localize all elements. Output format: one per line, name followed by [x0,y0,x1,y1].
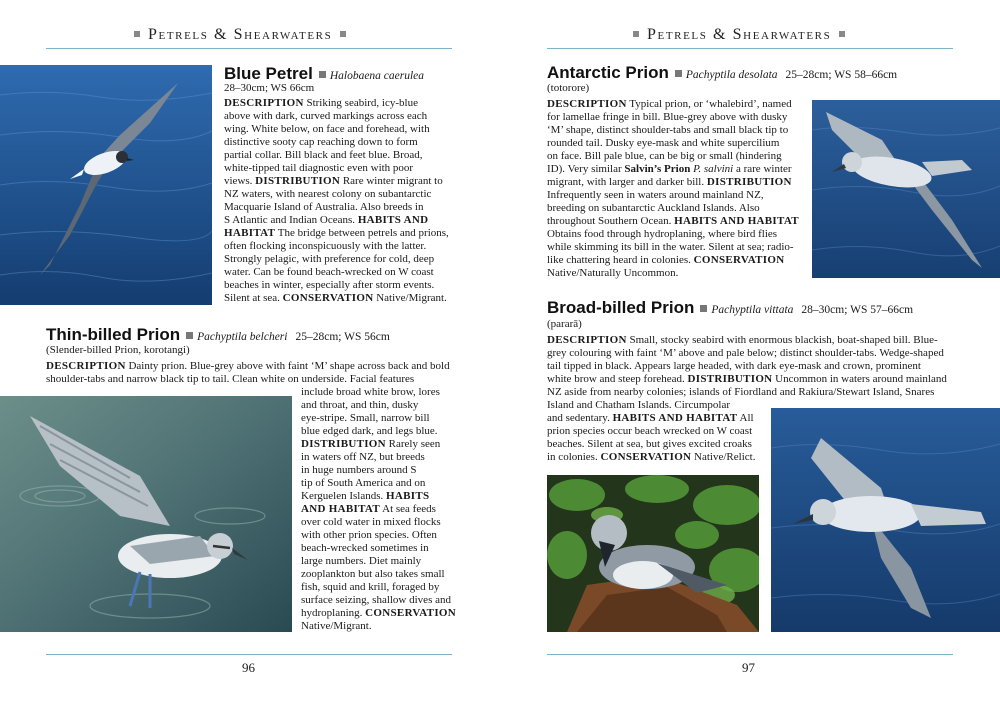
text-run: Native/Migrant. [373,292,447,304]
text-run: a rare winter [733,163,792,175]
text-line [547,386,934,399]
text-run: Macquarie Island of Australia. Also breeds in [224,201,424,213]
text-run: ID). Very similar [547,163,625,175]
species-name: Salvin’s Prion [624,163,691,175]
antarctic-prion-alt-names: (totorore) [547,82,590,94]
text-run: in colonies. [547,451,601,463]
text-run: rounded tail. Dusky eye-mask and white supercilium [547,137,780,149]
section-label: CONSERVATION [282,292,374,304]
section-label: DISTRIBUTION [706,176,792,188]
text-run: beach-wrecked sometimes in [301,542,429,554]
text-line [224,292,447,305]
text-line [301,451,425,464]
text-line [224,253,434,266]
text-run: Rarely seen [385,438,441,450]
text-line [224,240,426,253]
text-line [547,334,938,347]
text-run: Silent at sea. [224,292,283,304]
bullet-square-icon [186,332,193,339]
text-line [301,516,441,529]
text-line [547,137,779,150]
section-label: DISTRIBUTION [687,373,773,385]
text-line [224,162,413,175]
text-run: above with dark, curved markings across each [224,110,428,122]
section-label: DESCRIPTION [224,97,304,109]
measurements: 28–30cm; WS 57–66cm [801,304,914,316]
text-run: partial collar. Bill black and feet blue. Broad, [224,149,423,161]
scientific-name: P. salvini [693,163,734,175]
text-line [547,373,947,386]
text-run: throughout Southern Ocean. [547,215,675,227]
text-run: Island and Chatham Islands. Circumpolar [547,399,730,411]
text-line [301,568,445,581]
text-run: and throat, and thin, dusky [301,399,419,411]
text-run: blue edged dark, and legs blue. [301,425,438,437]
text-run: tip of South America and on [301,477,426,489]
text-line [547,254,784,267]
text-line [547,124,788,137]
text-line [547,111,787,124]
text-line [547,267,678,280]
page-number-left: 96 [242,660,255,675]
blue-petrel-flying-photo [0,65,212,305]
text-line [547,215,799,228]
text-run: Small, stocky seabird with enormous blackish, boat-shaped bill. Blue- [626,334,938,346]
broad-billed-prion-alt-names: (pararā) [547,318,582,330]
species-name: Broad-billed Prion [547,298,695,317]
measurements: 25–28cm; WS 56cm [295,331,390,343]
text-run: in huge numbers around S [301,464,417,476]
scientific-name: Pachyptila vittata [711,304,794,316]
text-line [224,123,430,136]
text-line [547,202,760,215]
text-line [224,201,423,214]
scientific-name: Halobaena caerulea [329,70,425,82]
text-run: zooplankton but also takes small [301,568,445,580]
text-run: ‘M’ shape, distinct shoulder-tabs and small black tip to [547,124,789,136]
text-run: for lamellae fringe in bill. Blue-grey above with dusky [547,111,788,123]
text-run: Native/Naturally Uncommon. [547,267,679,279]
text-run: surface seizing, shallow dives and [301,594,451,606]
text-run: grey colouring with faint ‘M’ above and pale below; distinct shoulder-tabs. Wedge-shaped [547,347,944,359]
text-run: and sedentary. [547,412,613,424]
antarctic-prion-flying-photo [812,100,1000,278]
text-run: Striking seabird, icy-blue [303,97,418,109]
text-line [301,477,425,490]
text-run: over cold water in mixed flocks [301,516,441,528]
bullet-square-icon [319,71,326,78]
text-run: Typical prion, or ‘whalebird’, named [626,98,792,110]
blue-petrel-measurements: 28–30cm; WS 66cm [224,82,315,94]
footer-rule-right [547,654,953,655]
text-run: while skimming its bill in the water. Silent at sea; radio- [547,241,794,253]
text-line [547,163,792,176]
thin-billed-prion-on-water-photo [0,396,292,632]
text-run: Strongly pelagic, with preference for cold, deep [224,253,435,265]
scientific-name: Pachyptila belcheri [197,331,288,343]
text-run: NZ waters, with nearest colony on subantarctic [224,188,432,200]
broad-billed-prion-heading [547,298,913,318]
text-run: hydroplaning. [301,607,366,619]
text-line [224,266,434,279]
text-line [224,97,418,110]
text-line [224,227,449,240]
text-run: breeding on subantarctic Auckland Islands. Also [547,202,760,214]
footer-rule-left [46,654,452,655]
text-run: Kerguelen Islands. [301,490,387,502]
text-line [547,228,777,241]
antarctic-prion-heading [547,63,897,83]
section-label: DESCRIPTION [46,360,126,372]
running-head-right: Petrels & Shearwaters [625,26,853,44]
text-run: white brow and steep forehead. [547,373,688,385]
section-label: HABITS AND [357,214,429,226]
text-run: beaches in winter, especially after storm events. [224,279,435,291]
section-label: HABITS AND HABITAT [674,215,799,227]
text-line [224,136,418,149]
text-line [301,529,437,542]
section-label: AND HABITAT [301,503,380,515]
text-line [547,412,754,425]
bullet-square-icon [340,31,346,37]
text-line [547,360,921,373]
thin-billed-prion-heading [46,325,390,345]
text-line [301,412,430,425]
header-rule-right [547,48,953,49]
text-line [46,373,414,386]
section-label: HABITS [386,490,430,502]
bullet-square-icon [675,70,682,77]
text-line [224,279,434,292]
text-line [301,542,429,555]
text-line [46,360,450,373]
text-line [301,490,429,503]
text-run: with other prion species. Often [301,529,437,541]
section-label: DESCRIPTION [547,334,627,346]
section-label: HABITAT [224,227,276,239]
section-label: HABITS AND HABITAT [612,412,738,424]
text-line [224,214,428,227]
text-run: Native/Relict. [691,451,756,463]
text-line [301,503,436,516]
text-run: large numbers. Diet mainly [301,555,422,567]
text-run: beaches. Silent at sea, but gives excited croaks [547,438,752,450]
text-run: Dainty prion. Blue-grey above with faint ‘M’ shape across back and bold [125,360,450,372]
text-run: Infrequently seen in waters around mainland NZ, [547,189,764,201]
running-head-left: Petrels & Shearwaters [126,26,354,44]
section-label: CONSERVATION [600,451,692,463]
text-line [301,555,421,568]
section-label: CONSERVATION [365,607,456,619]
text-run: water. Can be found beach-wrecked on W coast [224,266,434,278]
text-line [224,110,427,123]
text-run: distinctive sooty cap reaching down to form [224,136,418,148]
bullet-square-icon [134,31,140,37]
text-run: Rare winter migrant to [340,175,443,187]
text-run: Obtains food through hydroplaning, where bird flies [547,228,778,240]
text-line [547,347,944,360]
text-run: prion species occur beach wrecked on W coast [547,425,753,437]
text-run: Uncommon in waters around mainland [772,373,947,385]
text-line [301,399,418,412]
text-run: in waters off NZ, but breeds [301,451,425,463]
text-line [547,241,794,254]
section-label: CONSERVATION [693,254,785,266]
text-run: S Atlantic and Indian Oceans. [224,214,358,226]
text-line [224,149,423,162]
section-label: DESCRIPTION [547,98,627,110]
text-line [301,594,451,607]
text-line [547,451,755,464]
text-line [301,438,440,451]
text-run: white-tipped tail diagnostic even with poor [224,162,414,174]
page-number-right: 97 [742,660,755,675]
text-run: often flocking inconspicuously with the latter. [224,240,427,252]
bullet-square-icon [700,305,707,312]
thin-billed-prion-alt-names: (Slender-billed Prion, korotangi) [46,344,190,356]
text-line [224,175,443,188]
text-line [301,607,456,620]
text-run: All [737,412,754,424]
section-label: DISTRIBUTION [255,175,341,187]
text-run: eye-stripe. Small, narrow bill [301,412,430,424]
bullet-square-icon [633,31,639,37]
text-run: wing. White below, on face and forehead, with [224,123,430,135]
text-line [224,188,431,201]
text-line [301,464,416,477]
text-run: tail tipped in black. Appears large headed, with dark eye-mask and crown, prominent [547,360,921,372]
text-line [301,581,439,594]
text-line [301,620,372,633]
text-run: The bridge between petrels and prions, [275,227,449,239]
text-run: At sea feeds [379,503,436,515]
bullet-square-icon [839,31,845,37]
text-run: shoulder-tabs and narrow black tip to tail. Clean white on underside. Facial features [46,373,415,385]
text-line [547,399,730,412]
text-line [547,425,752,438]
text-line [547,98,792,111]
scientific-name: Pachyptila desolata [685,69,778,81]
text-run: NZ aside from nearby colonies; islands of Fiordland and Rakiura/Stewart Island, Snares [547,386,935,398]
text-run: like chattering heard in colonies. [547,254,694,266]
text-run: include broad white brow, lores [301,386,440,398]
text-line [547,438,752,451]
blue-petrel-heading [224,64,424,84]
broad-billed-prion-flying-photo [771,408,1000,632]
text-line [301,386,440,399]
measurements: 25–28cm; WS 58–66cm [785,69,898,81]
text-run: views. [224,175,256,187]
species-name: Blue Petrel [224,64,313,83]
text-line [547,176,792,189]
text-line [547,150,782,163]
section-label: DISTRIBUTION [301,438,386,450]
text-line [547,189,764,202]
text-run: Native/Migrant. [301,620,372,632]
broad-billed-prion-on-rock-photo [547,475,759,632]
text-run: migrant, with larger and darker bill. [547,176,707,188]
header-rule-left [46,48,452,49]
text-line [301,425,438,438]
text-run: fish, squid and krill, foraged by [301,581,440,593]
text-run: on face. Bill pale blue, can be big or small (hindering [547,150,782,162]
species-name: Thin-billed Prion [46,325,181,344]
species-name: Antarctic Prion [547,63,669,82]
